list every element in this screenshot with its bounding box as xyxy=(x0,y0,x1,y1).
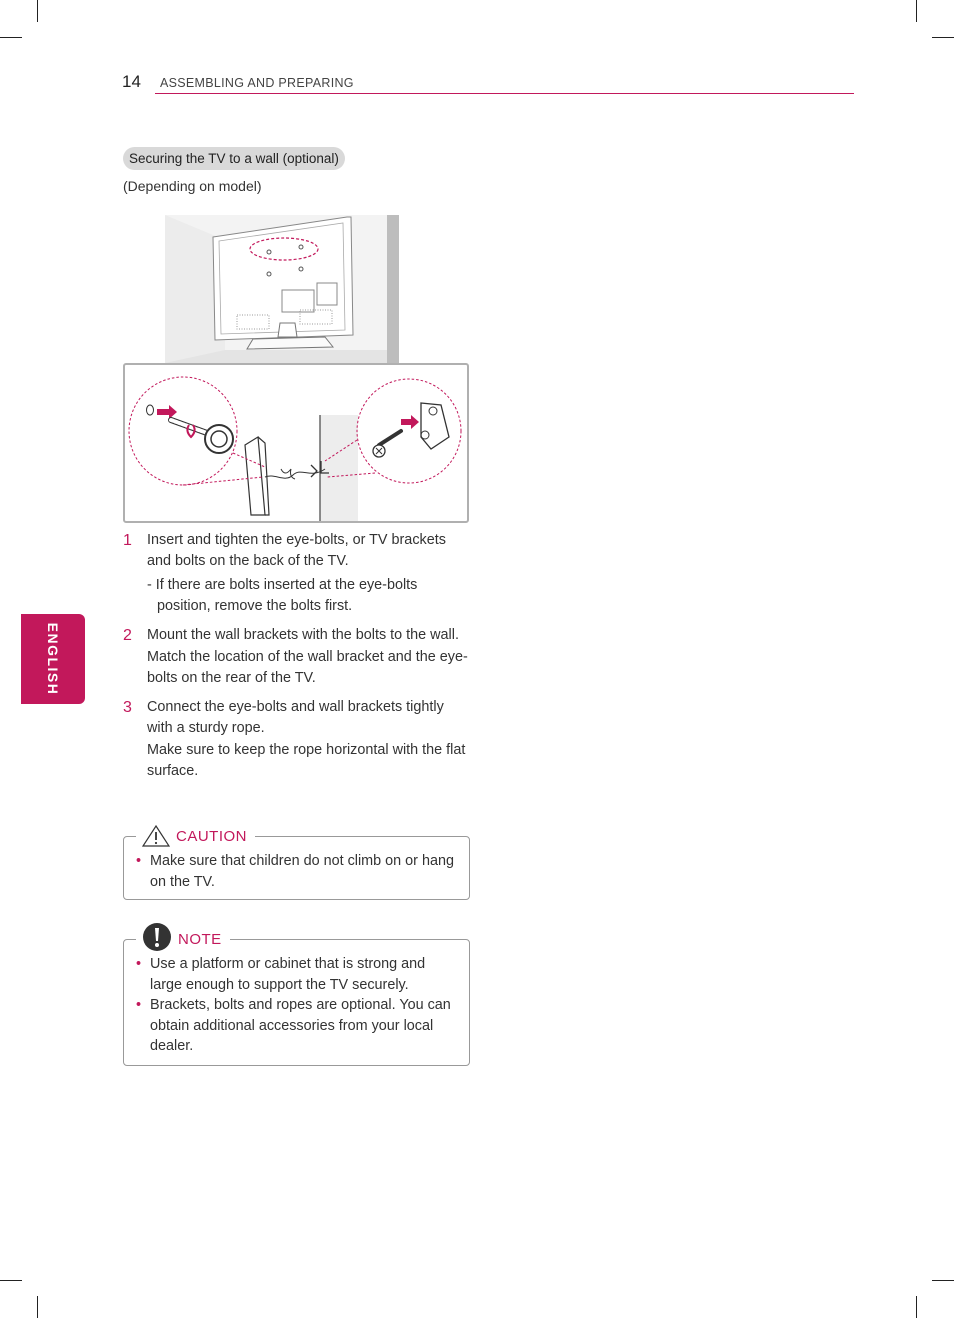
step-text: Connect the eye-bolts and wall brackets tightly with a sturdy rope. xyxy=(147,699,444,736)
section-header: ASSEMBLING AND PREPARING xyxy=(160,76,354,90)
bolt-bracket-illustration xyxy=(123,363,469,523)
step-item xyxy=(123,697,473,782)
step-text: Make sure to keep the rope horizontal with the flat surface. xyxy=(147,742,466,779)
caution-item: • Make sure that children do not climb on or hang on the TV. xyxy=(136,853,454,890)
step-number: 1 xyxy=(123,532,132,549)
note-box xyxy=(123,930,470,1066)
caution-box xyxy=(123,827,470,900)
page-number: 14 xyxy=(122,72,141,91)
caution-header xyxy=(136,824,255,848)
crop-mark xyxy=(932,1280,954,1281)
crop-mark xyxy=(916,0,917,22)
note-item: • Brackets, bolts and ropes are optional. You can obtain additional accessories from your local dealer. xyxy=(136,997,451,1054)
crop-mark xyxy=(37,0,38,22)
tv-back-illustration xyxy=(165,215,399,363)
step-item xyxy=(123,530,473,617)
step-text: Insert and tighten the eye-bolts, or TV brackets and bolts on the back of the TV. xyxy=(147,532,446,569)
crop-mark xyxy=(37,1296,38,1318)
exclamation-circle-icon xyxy=(142,922,172,952)
section-title: Securing the TV to a wall (optional) xyxy=(123,147,345,170)
step-text: Mount the wall brackets with the bolts to the wall. xyxy=(147,627,459,643)
step-subnote: - If there are bolts inserted at the eye-bolts position, remove the bolts first. xyxy=(147,577,418,614)
crop-mark xyxy=(0,1280,22,1281)
language-tab xyxy=(21,614,85,704)
step-item xyxy=(123,625,473,689)
note-item: • Use a platform or cabinet that is strong and large enough to support the TV securely. xyxy=(136,956,426,993)
step-number: 3 xyxy=(123,699,132,716)
crop-mark xyxy=(916,1296,917,1318)
caution-label: CAUTION xyxy=(176,827,247,845)
note-label: NOTE xyxy=(178,930,222,948)
model-note: (Depending on model) xyxy=(123,178,262,194)
step-list xyxy=(123,530,473,790)
warning-triangle-icon xyxy=(142,825,170,847)
language-tab-label: ENGLISH xyxy=(45,622,61,696)
header-rule xyxy=(155,93,854,94)
step-text: Match the location of the wall bracket and the eye-bolts on the rear of the TV. xyxy=(147,649,468,686)
step-number: 2 xyxy=(123,627,132,644)
crop-mark xyxy=(0,37,22,38)
crop-mark xyxy=(932,37,954,38)
note-header xyxy=(136,927,230,951)
